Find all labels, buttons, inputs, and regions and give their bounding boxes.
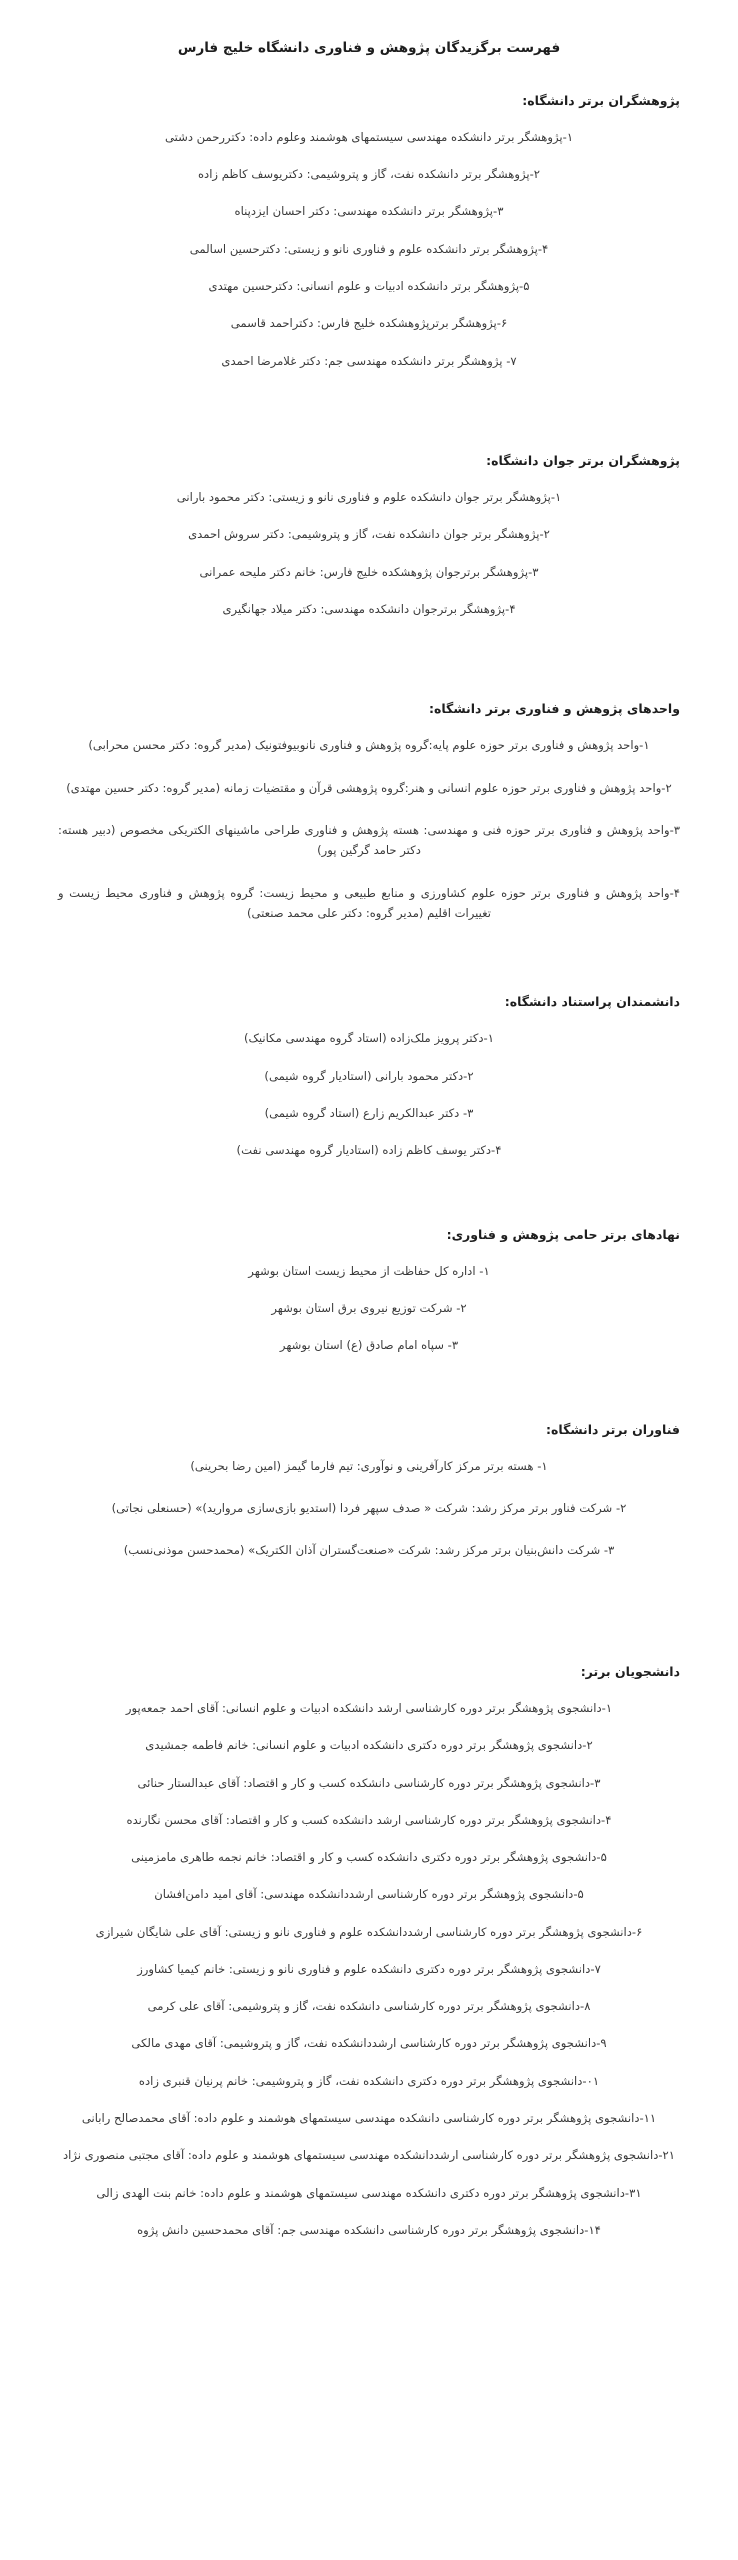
list-item: ۳-دانشجوی پژوهشگر برتر دوره کارشناسی دانشکده کسب و کار و اقتصاد: آقای عبدالستار حنائی — [137, 1775, 601, 1790]
list-item: ۴-پژوهشگر برتر دانشکده علوم و فناوری نانو و زیستی: دکترحسین اسالمی — [189, 241, 549, 256]
spacer — [58, 1178, 680, 1224]
list-item: ۱-پژوهشگر برتر دانشکده مهندسی سیستمهای هوشمند وعلوم داده: دکتررحمن دشتی — [164, 129, 574, 144]
list-item: ۰۱-دانشجوی پژوهشگر برتر دوره دکتری دانشکده نفت، گاز و پتروشیمی: خانم پرنیان قنبری زاده — [138, 2073, 600, 2088]
spacer — [58, 636, 680, 698]
list-top-young-researchers — [58, 487, 680, 619]
list-item: ۳-واحد پژوهش و فناوری برتر حوزه فنی و مهندسی: هسته پژوهش و فناوری طراحی ماشینهای الکتریکی مخصوص (دبیر هسته: دکتر حامد گرگین پور) — [58, 823, 680, 858]
section-heading-top-technologists: فناوران برتر دانشگاه: — [546, 1421, 680, 1437]
list-item: ۲-پژوهشگر برتر جوان دانشکده نفت، گاز و پتروشیمی: دکتر سروش احمدی — [188, 527, 550, 542]
list-item: ۳-پژوهشگر برتر دانشکده مهندسی: دکتر احسان ایزدپناه — [234, 204, 504, 219]
section-heading-top-researchers: پژوهشگران برتر دانشگاه: — [522, 92, 680, 108]
section-top-students — [58, 1661, 680, 2240]
list-item: ۳- شرکت دانش‌بنیان برتر مرکز رشد: شرکت «صنعت‌گستران آذان الکتریک» (محمدحسن موذنی‌نسب) — [123, 1543, 615, 1558]
list-item: ۲-واحد پژوهش و فناوری برتر حوزه علوم انسانی و هنر:گروه پژوهشی قرآن و مقتضیات زمانه (مدیر گروه: دکتر حسین مهتدی) — [66, 780, 672, 795]
list-item: ۱- هسته برتر مرکز کارآفرینی و نوآوری: تیم فارما گیمز (امین رضا بحرینی) — [190, 1458, 548, 1473]
list-item: ۱-دانشجوی پژوهشگر برتر دوره کارشناسی ارشد دانشکده ادبیات و علوم انسانی: آقای احمد جمعه‌پور — [125, 1700, 613, 1715]
list-item: ۷- پژوهشگر برتر دانشکده مهندسی جم: دکتر غلامرضا احمدی — [221, 353, 517, 368]
section-top-young-researchers — [58, 450, 680, 619]
list-item: ۵-پژوهشگر برتر دانشکده ادبیات و علوم انسانی: دکترحسین مهتدی — [208, 278, 530, 293]
spacer — [58, 1583, 680, 1661]
list-item: ۴-واحد پژوهش و فناوری برتر حوزه علوم کشاورزی و منابع طبیعی و محیط زیست: گروه پژوهش و فناوری محیط زیست و تغییرات اقلیم (مدیر گروه: دکتر علی محمد صنعتی) — [58, 885, 680, 920]
list-item: ۱-دکتر پرویز ملک‌زاده (استاد گروه مهندسی مکانیک) — [244, 1031, 494, 1046]
list-top-research-units — [58, 735, 680, 923]
list-item: ۳-پژوهشگر برترجوان پژوهشکده خلیج فارس: خانم دکتر ملیحه عمرانی — [199, 564, 539, 579]
list-item: ۱۱-دانشجوی پژوهشگر برتر دوره کارشناسی دانشکده مهندسی سیستمهای هوشمند و علوم داده: آقای محمدصالح رابانی — [81, 2111, 657, 2126]
list-item: ۴-پژوهشگر برترجوان دانشکده مهندسی: دکتر میلاد جهانگیری — [222, 601, 516, 616]
list-item: ۲- شرکت فناور برتر مرکز رشد: شرکت « صدف سپهر فردا (استدیو بازی‌سازی مروارید)» (حسنعلی نجاتی) — [111, 1501, 627, 1516]
list-item: ۷-دانشجوی پژوهشگر برتر دوره دکتری دانشکده علوم و فناوری نانو و زیستی: خانم کیمیا کشاورز — [137, 1961, 601, 1976]
section-top-technologists — [58, 1419, 680, 1561]
spacer — [58, 60, 680, 90]
section-heading-most-cited-scholars: دانشمندان پراستناد دانشگاه: — [504, 994, 680, 1010]
section-most-cited-scholars — [58, 991, 680, 1160]
section-heading-top-supporting-institutions: نهادهای برتر حامی پژوهش و فناوری: — [446, 1226, 680, 1242]
section-top-supporting-institutions — [58, 1224, 680, 1356]
list-item: ۴-دانشجوی پژوهشگر برتر دوره کارشناسی ارشد دانشکده کسب و کار و اقتصاد: آقای محسن نگارنده — [126, 1812, 612, 1827]
section-heading-top-young-researchers: پژوهشگران برتر جوان دانشگاه: — [486, 452, 680, 468]
list-item: ۲-دانشجوی پژوهشگر برتر دوره دکتری دانشکده ادبیات و علوم انسانی: خانم فاطمه جمشیدی — [145, 1738, 593, 1753]
spacer — [58, 388, 680, 450]
list-most-cited-scholars — [58, 1028, 680, 1160]
list-item: ۲-پژوهشگر برتر دانشکده نفت، گاز و پتروشیمی: دکتریوسف کاظم زاده — [197, 167, 541, 182]
list-item: ۱۴-دانشجوی پژوهشگر برتر دوره کارشناسی دانشکده مهندسی جم: آقای محمدحسین دانش پژوه — [137, 2222, 601, 2237]
list-item: ۲۱-دانشجوی پژوهشگر برتر دوره کارشناسی ارشددانشکده مهندسی سیستمهای هوشمند و علوم داده: آقای مجتبی منصوری نژاد — [62, 2148, 676, 2163]
section-top-research-units — [58, 698, 680, 923]
page-title: فهرست برگزیدگان پژوهش و فناوری دانشگاه خلیج فارس — [177, 40, 561, 56]
list-top-supporting-institutions — [58, 1261, 680, 1356]
list-top-students — [58, 1698, 680, 2240]
list-item: ۵-دانشجوی پژوهشگر برتر دوره دکتری دانشکده کسب و کار و اقتصاد: خانم نجمه طاهری مامزمینی — [131, 1850, 607, 1865]
list-item: ۴-دکتر یوسف کاظم زاده (استادیار گروه مهندسی نفت) — [236, 1143, 502, 1158]
section-heading-top-research-units: واحدهای پژوهش و فناوری برتر دانشگاه: — [428, 701, 680, 717]
list-item: ۲- شرکت توزیع نیروی برق استان بوشهر — [271, 1301, 467, 1316]
list-item: ۸-دانشجوی پژوهشگر برتر دوره کارشناسی دانشکده نفت، گاز و پتروشیمی: آقای علی کرمی — [147, 1999, 591, 2014]
list-item: ۱-پژوهشگر برتر جوان دانشکده علوم و فناوری نانو و زیستی: دکتر محمود بارانی — [176, 490, 562, 505]
list-item: ۳- دکتر عبدالکریم زارع (استاد گروه شیمی) — [264, 1105, 474, 1120]
list-item: ۶-پژوهشگر برترپژوهشکده خلیج فارس: دکتراحمد قاسمی — [230, 316, 508, 331]
spacer — [58, 1373, 680, 1419]
list-item: ۲-دکتر محمود بارانی (استادیار گروه شیمی) — [264, 1068, 474, 1083]
list-item: ۹-دانشجوی پژوهشگر برتر دوره کارشناسی ارشددانشکده نفت، گاز و پتروشیمی: آقای مهدی مالکی — [131, 2036, 607, 2051]
spacer — [58, 945, 680, 991]
list-item: ۶-دانشجوی پژوهشگر برتر دوره کارشناسی ارشددانشکده علوم و فناوری نانو و زیستی: آقای علی شایگان شیرازی — [95, 1924, 643, 1939]
list-item: ۳- سپاه امام صادق (ع) استان بوشهر — [279, 1338, 459, 1353]
list-item: ۱- اداره کل حفاظت از محیط زیست استان بوشهر — [248, 1263, 490, 1278]
section-top-researchers — [58, 90, 680, 371]
list-top-researchers — [58, 127, 680, 371]
section-heading-top-students: دانشجویان برتر: — [580, 1663, 680, 1679]
list-item: ۳۱-دانشجوی پژوهشگر برتر دوره دکتری دانشکده مهندسی سیستمهای هوشمند و علوم داده: خانم بنت الهدی زالی — [96, 2185, 642, 2200]
list-top-technologists — [58, 1456, 680, 1561]
list-item: ۱-واحد پژوهش و فناوری برتر حوزه علوم پایه:گروه پژوهش و فناوری نانوبیوفتونیک (مدیر گروه: دکتر محسن محرابی) — [88, 738, 650, 753]
list-item: ۵-دانشجوی پژوهشگر برتر دوره کارشناسی ارشددانشکده مهندسی: آقای امید دامن‌افشان — [154, 1887, 584, 1902]
